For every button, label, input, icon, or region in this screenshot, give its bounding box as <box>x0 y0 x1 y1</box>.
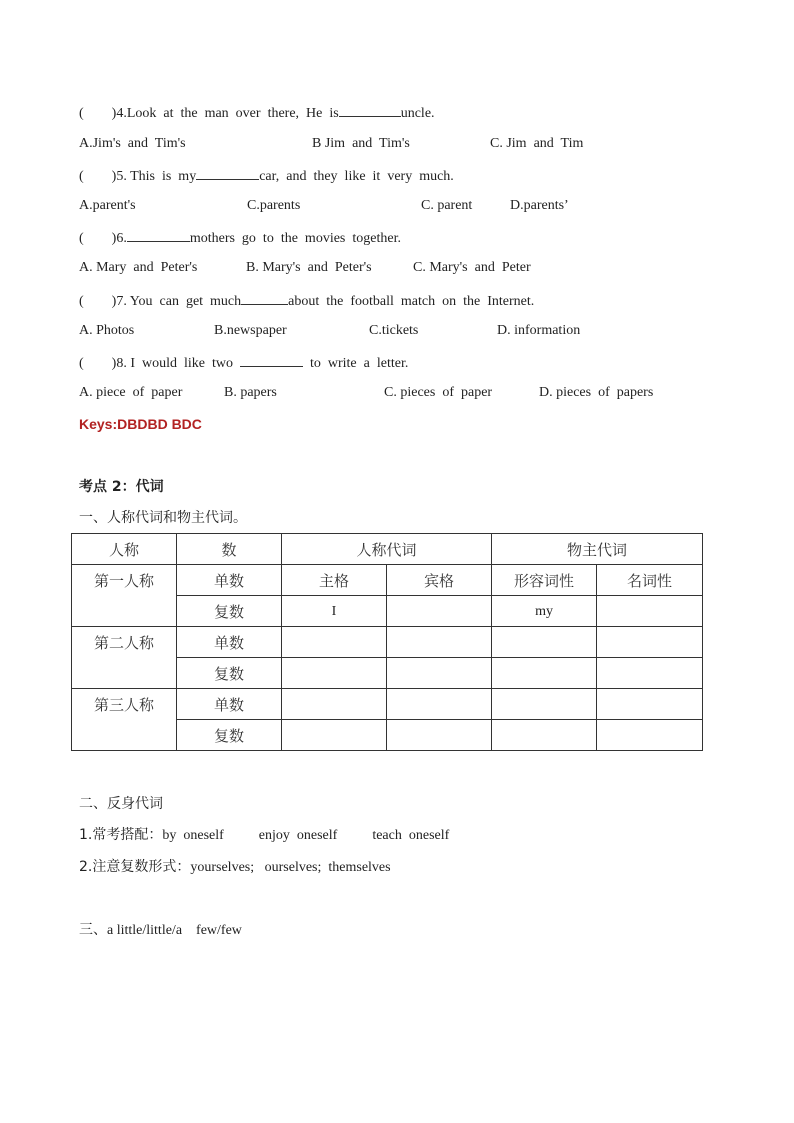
option-a: A. piece of paper <box>79 385 183 400</box>
header-object-case: 宾格 <box>387 565 492 596</box>
answer-blank <box>339 103 401 117</box>
subsection-title: 二、反身代词 <box>79 796 163 812</box>
header-adjectival: 形容词性 <box>492 565 597 596</box>
subsection-items: a little/little/a few/few <box>107 923 242 938</box>
answer-keys: Keys:DBDBD BDC <box>79 416 202 432</box>
option-d: D.parents’ <box>510 198 569 213</box>
header-possessive-pronoun: 物主代词 <box>492 534 703 565</box>
option-c: C.tickets <box>369 323 419 338</box>
option-d: D. information <box>497 323 581 338</box>
question-stem: ( )6. <box>79 231 127 246</box>
cell-adjectival <box>492 658 597 689</box>
row-label-third-person: 第三人称 <box>72 689 177 751</box>
pronoun-table <box>71 533 703 751</box>
cell-object <box>387 720 492 751</box>
question-5 <box>79 166 454 186</box>
question-stem-end: to write a letter. <box>302 356 409 371</box>
option-c: C. Mary's and Peter <box>413 260 531 275</box>
option-a: A.Jim's and Tim's <box>79 136 186 151</box>
subsection-title <box>79 921 242 940</box>
cell-nominal <box>597 689 703 720</box>
question-stem-end: car, and they like it very much. <box>259 169 454 184</box>
reflexive-note-1 <box>79 826 449 845</box>
option-b: B. papers <box>224 385 277 400</box>
note-items: by oneself enjoy oneself teach oneself <box>162 828 450 843</box>
cell-subject <box>282 689 387 720</box>
cell-adjectival <box>492 720 597 751</box>
answer-blank <box>127 228 190 242</box>
question-stem: ( )7. You can get much <box>79 294 242 309</box>
question-4 <box>79 103 435 123</box>
table-row <box>72 565 703 596</box>
header-personal-pronoun: 人称代词 <box>282 534 492 565</box>
question-stem-end: about the football match on the Internet. <box>288 294 535 309</box>
subsection-title: 一、人称代词和物主代词。 <box>79 510 247 526</box>
option-a: A.parent's <box>79 198 136 213</box>
cell-number: 复数 <box>177 720 282 751</box>
cell-number: 复数 <box>177 658 282 689</box>
header-number: 数 <box>177 534 282 565</box>
option-b: C.parents <box>247 198 301 213</box>
header-person: 人称 <box>72 534 177 565</box>
header-subject-case: 主格 <box>282 565 387 596</box>
header-nominal: 名词性 <box>597 565 703 596</box>
question-stem-end: mothers go to the movies together. <box>189 231 401 246</box>
question-stem-end: uncle. <box>400 106 435 121</box>
option-c: C. parent <box>421 198 473 213</box>
option-a: A. Photos <box>79 323 135 338</box>
answer-blank <box>196 166 259 180</box>
answer-blank <box>240 353 303 367</box>
table-row <box>72 627 703 658</box>
row-label-second-person: 第二人称 <box>72 627 177 689</box>
note-label: 2.注意复数形式： <box>79 859 191 875</box>
subsection-label: 三、 <box>79 922 107 938</box>
cell-nominal <box>597 627 703 658</box>
cell-number: 单数 <box>177 565 282 596</box>
cell-object <box>387 658 492 689</box>
cell-nominal <box>597 596 703 627</box>
cell-number: 单数 <box>177 689 282 720</box>
question-8 <box>79 353 408 373</box>
option-c: C. pieces of paper <box>384 385 493 400</box>
cell-object <box>387 627 492 658</box>
note-label: 1.常考搭配： <box>79 827 163 843</box>
answer-blank <box>241 291 288 305</box>
cell-object <box>387 596 492 627</box>
cell-nominal <box>597 658 703 689</box>
option-c: C. Jim and Tim <box>490 136 584 151</box>
cell-object <box>387 689 492 720</box>
note-items: yourselves; ourselves; themselves <box>190 860 391 875</box>
option-b: B. Mary's and Peter's <box>246 260 372 275</box>
table-row <box>72 689 703 720</box>
cell-subject <box>282 658 387 689</box>
cell-subject: I <box>282 596 387 627</box>
cell-nominal <box>597 720 703 751</box>
section-title: 考点 2：代词 <box>79 479 164 495</box>
option-a: A. Mary and Peter's <box>79 260 198 275</box>
question-6 <box>79 228 401 248</box>
row-label-first-person: 第一人称 <box>72 565 177 627</box>
option-d: D. pieces of papers <box>539 385 654 400</box>
cell-number: 单数 <box>177 627 282 658</box>
cell-subject <box>282 720 387 751</box>
cell-adjectival <box>492 689 597 720</box>
question-stem: ( )5. This is my <box>79 169 197 184</box>
cell-adjectival: my <box>492 596 597 627</box>
option-b: B.newspaper <box>214 323 287 338</box>
question-stem: ( )8. I would like two <box>79 356 240 371</box>
table-header-row <box>72 534 703 565</box>
reflexive-note-2 <box>79 858 391 877</box>
cell-number: 复数 <box>177 596 282 627</box>
cell-adjectival <box>492 627 597 658</box>
option-b: B Jim and Tim's <box>312 136 410 151</box>
cell-subject <box>282 627 387 658</box>
question-7 <box>79 291 534 311</box>
question-stem: ( )4.Look at the man over there, He is <box>79 106 339 121</box>
